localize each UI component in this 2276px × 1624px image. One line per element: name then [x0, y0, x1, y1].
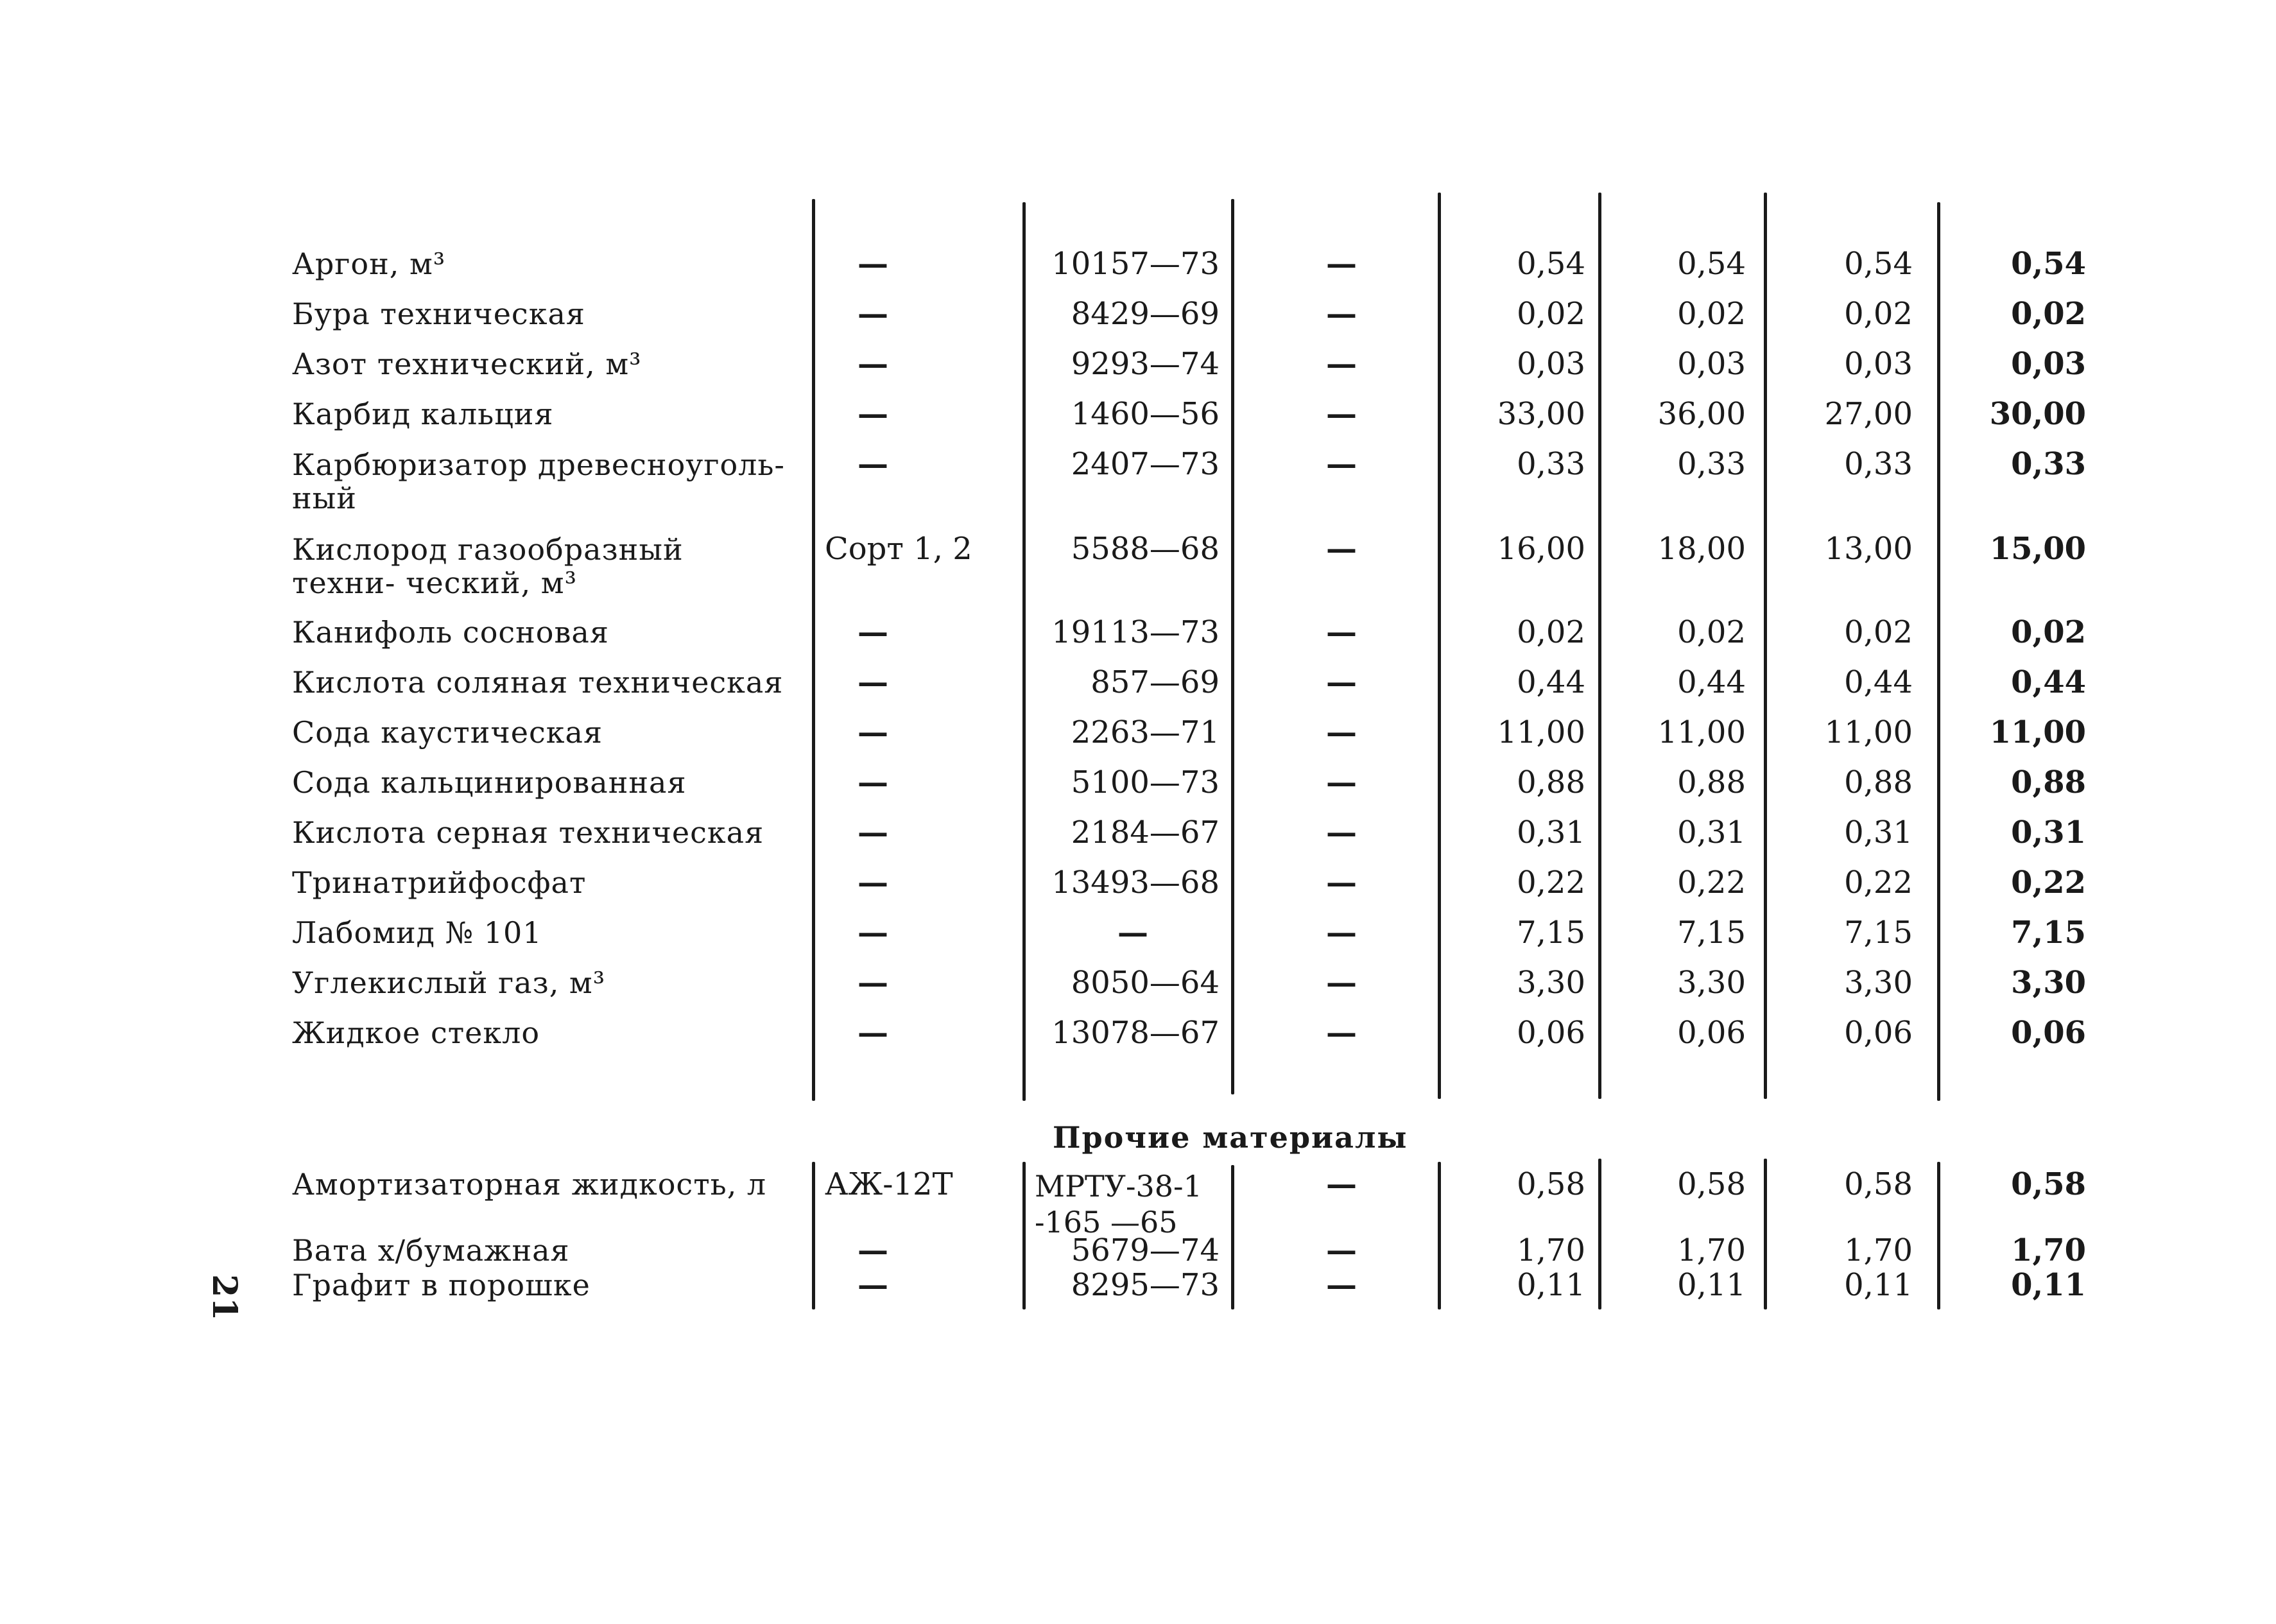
norm-value: 1,70 — [1677, 1232, 1746, 1268]
table-row — [0, 911, 2276, 962]
table-row — [0, 661, 2276, 711]
grade-cell: — — [858, 664, 888, 700]
norm-value: 0,31 — [2011, 815, 2086, 851]
material-name: Графит в порошке — [292, 1268, 591, 1302]
table-row — [0, 861, 2276, 911]
grade-cell: — — [858, 346, 888, 382]
gost-cell: 13078—67 — [1051, 1015, 1220, 1051]
table-row — [0, 293, 2276, 343]
gost-cell: 2263—71 — [1071, 714, 1220, 750]
table-row — [0, 811, 2276, 861]
table-row — [0, 1012, 2276, 1062]
norm-value: 1,70 — [2011, 1232, 2086, 1268]
norm-value: 0,54 — [2011, 246, 2086, 282]
grade-cell: — — [858, 396, 888, 432]
norm-value: 0,02 — [1517, 296, 1585, 332]
material-name: Амортизаторная жидкость, л — [292, 1167, 767, 1202]
gost-cell: 5100—73 — [1071, 764, 1220, 800]
norm-value: 0,11 — [2011, 1267, 2086, 1303]
norm-value: 0,33 — [1677, 446, 1746, 482]
grade-cell: — — [858, 296, 888, 332]
page-number: 21 — [205, 1274, 244, 1321]
norm-value: 0,58 — [1677, 1166, 1746, 1202]
norm-value: 0,54 — [1677, 246, 1746, 282]
grade-cell: Сорт 1, 2 — [825, 531, 972, 567]
table-row — [0, 611, 2276, 661]
table-row — [0, 243, 2276, 293]
grade-cell: — — [858, 1267, 888, 1303]
grade-cell: — — [858, 1015, 888, 1051]
tu-cell: — — [1326, 714, 1357, 750]
gost-cell: 13493—68 — [1051, 865, 1220, 901]
norm-value: 0,06 — [1677, 1015, 1746, 1051]
norm-value: 0,02 — [2011, 296, 2086, 332]
norm-value: 0,22 — [1677, 865, 1746, 901]
norm-value: 0,02 — [1517, 614, 1585, 650]
tu-cell: — — [1326, 865, 1357, 901]
norm-value: 0,22 — [1517, 865, 1585, 901]
norm-value: 7,15 — [2011, 915, 2086, 951]
table-row — [0, 711, 2276, 761]
tu-cell: — — [1326, 1267, 1357, 1303]
gost-cell: 19113—73 — [1051, 614, 1220, 650]
norm-value: 0,88 — [1844, 764, 1913, 800]
grade-cell: — — [858, 1232, 888, 1268]
norm-value: 36,00 — [1657, 396, 1746, 432]
material-name: Сода кальцинированная — [292, 765, 687, 800]
gost-cell: — — [1117, 915, 1148, 951]
norm-value: 0,44 — [1844, 664, 1913, 700]
grade-cell: — — [858, 915, 888, 951]
material-name: Кислота соляная техническая — [292, 665, 784, 700]
norm-value: 11,00 — [1824, 714, 1913, 750]
gost-cell: 857—69 — [1091, 664, 1220, 700]
norm-value: 0,02 — [1677, 614, 1746, 650]
norm-value: 0,54 — [1844, 246, 1913, 282]
material-name: Карбюризатор древесноуголь- ный — [292, 447, 785, 515]
norm-value: 0,44 — [1517, 664, 1585, 700]
norm-value: 0,31 — [1677, 815, 1746, 851]
gost-cell: 5679—74 — [1071, 1232, 1220, 1268]
norm-value: 30,00 — [1989, 396, 2086, 432]
grade-cell: — — [858, 815, 888, 851]
norm-value: 7,15 — [1844, 915, 1913, 951]
norm-value: 0,58 — [1844, 1166, 1913, 1202]
norm-value: 0,11 — [1677, 1267, 1746, 1303]
gost-cell: 5588—68 — [1071, 531, 1220, 567]
material-name: Жидкое стекло — [292, 1015, 540, 1050]
norm-value: 3,30 — [1844, 965, 1913, 1001]
norm-value: 7,15 — [1677, 915, 1746, 951]
table-row — [0, 443, 2276, 520]
norm-value: 0,02 — [1677, 296, 1746, 332]
tu-cell: — — [1326, 965, 1357, 1001]
grade-cell: — — [858, 714, 888, 750]
material-name: Азот технический, м³ — [292, 347, 642, 381]
tu-cell: — — [1326, 815, 1357, 851]
grade-cell: — — [858, 865, 888, 901]
norm-value: 1,70 — [1517, 1232, 1585, 1268]
material-name: Кислород газообразный техни- ческий, м³ — [292, 532, 684, 600]
section-heading: Прочие материалы — [1053, 1120, 1408, 1155]
norm-value: 33,00 — [1497, 396, 1585, 432]
norm-value: 0,03 — [1677, 346, 1746, 382]
tu-cell: — — [1326, 346, 1357, 382]
norm-value: 11,00 — [1657, 714, 1746, 750]
material-name: Кислота серная техническая — [292, 815, 764, 850]
material-name: Бура техническая — [292, 297, 585, 331]
norm-value: 0,33 — [1517, 446, 1585, 482]
tu-cell: — — [1326, 764, 1357, 800]
norm-value: 0,02 — [1844, 296, 1913, 332]
norm-value: 13,00 — [1824, 531, 1913, 567]
norm-value: 16,00 — [1497, 531, 1585, 567]
tu-cell: — — [1326, 664, 1357, 700]
tu-cell: — — [1326, 296, 1357, 332]
table-row — [0, 962, 2276, 1012]
table-row — [0, 1232, 2276, 1268]
table-row — [0, 1267, 2276, 1303]
norm-value: 0,88 — [1517, 764, 1585, 800]
norm-value: 11,00 — [1989, 714, 2086, 750]
material-name: Карбид кальция — [292, 397, 554, 431]
tu-cell: — — [1326, 915, 1357, 951]
norm-value: 0,22 — [1844, 865, 1913, 901]
material-name: Лабомид № 101 — [292, 915, 542, 950]
norm-value: 3,30 — [1677, 965, 1746, 1001]
tu-cell: — — [1326, 396, 1357, 432]
norm-value: 0,11 — [1844, 1267, 1913, 1303]
norm-value: 0,03 — [1517, 346, 1585, 382]
norm-value: 0,88 — [1677, 764, 1746, 800]
norm-value: 0,33 — [2011, 446, 2086, 482]
norm-value: 0,44 — [1677, 664, 1746, 700]
tu-cell: — — [1326, 1015, 1357, 1051]
grade-cell: — — [858, 965, 888, 1001]
norm-value: 0,02 — [1844, 614, 1913, 650]
norm-value: 0,06 — [1517, 1015, 1585, 1051]
gost-cell: МРТУ-38-1 -165 —65 — [1035, 1169, 1202, 1240]
table-row — [0, 761, 2276, 811]
norm-value: 0,33 — [1844, 446, 1913, 482]
norm-value: 0,88 — [2011, 764, 2086, 800]
grade-cell: — — [858, 614, 888, 650]
tu-cell: — — [1326, 1232, 1357, 1268]
norm-value: 0,58 — [2011, 1166, 2086, 1202]
norm-value: 0,02 — [2011, 614, 2086, 650]
grade-cell: — — [858, 246, 888, 282]
norm-value: 1,70 — [1844, 1232, 1913, 1268]
norm-value: 27,00 — [1824, 396, 1913, 432]
norm-value: 0,03 — [1844, 346, 1913, 382]
material-name: Углекислый газ, м³ — [292, 965, 606, 1000]
gost-cell: 8050—64 — [1071, 965, 1220, 1001]
tu-cell: — — [1326, 531, 1357, 567]
table-row — [0, 528, 2276, 605]
norm-value: 0,44 — [2011, 664, 2086, 700]
grade-cell: — — [858, 446, 888, 482]
norm-value: 0,03 — [2011, 346, 2086, 382]
norm-value: 3,30 — [2011, 965, 2086, 1001]
tu-cell: — — [1326, 446, 1357, 482]
material-name: Аргон, м³ — [292, 246, 446, 281]
table-row — [0, 343, 2276, 393]
material-name: Тринатрийфосфат — [292, 865, 587, 900]
norm-value: 0,06 — [2011, 1015, 2086, 1051]
norm-value: 11,00 — [1497, 714, 1585, 750]
gost-cell: 2184—67 — [1071, 815, 1220, 851]
norm-value: 0,31 — [1517, 815, 1585, 851]
gost-cell: 10157—73 — [1051, 246, 1220, 282]
norm-value: 18,00 — [1657, 531, 1746, 567]
norm-value: 0,06 — [1844, 1015, 1913, 1051]
tu-cell: — — [1326, 614, 1357, 650]
norm-value: 15,00 — [1989, 531, 2086, 567]
tu-cell: — — [1326, 246, 1357, 282]
gost-cell: 1460—56 — [1071, 396, 1220, 432]
gost-cell: 2407—73 — [1071, 446, 1220, 482]
norm-value: 0,22 — [2011, 865, 2086, 901]
tu-cell: — — [1326, 1166, 1357, 1202]
material-name: Канифоль сосновая — [292, 615, 609, 650]
norm-value: 0,58 — [1517, 1166, 1585, 1202]
norm-value: 0,31 — [1844, 815, 1913, 851]
table-row — [0, 393, 2276, 443]
grade-cell: — — [858, 764, 888, 800]
grade-cell: АЖ-12Т — [825, 1166, 953, 1202]
gost-cell: 9293—74 — [1071, 346, 1220, 382]
gost-cell: 8295—73 — [1071, 1267, 1220, 1303]
norm-value: 0,11 — [1517, 1267, 1585, 1303]
material-name: Сода каустическая — [292, 715, 603, 750]
gost-cell: 8429—69 — [1071, 296, 1220, 332]
material-name: Вата х/бумажная — [292, 1233, 570, 1268]
norm-value: 3,30 — [1517, 965, 1585, 1001]
norm-value: 7,15 — [1517, 915, 1585, 951]
norm-value: 0,54 — [1517, 246, 1585, 282]
